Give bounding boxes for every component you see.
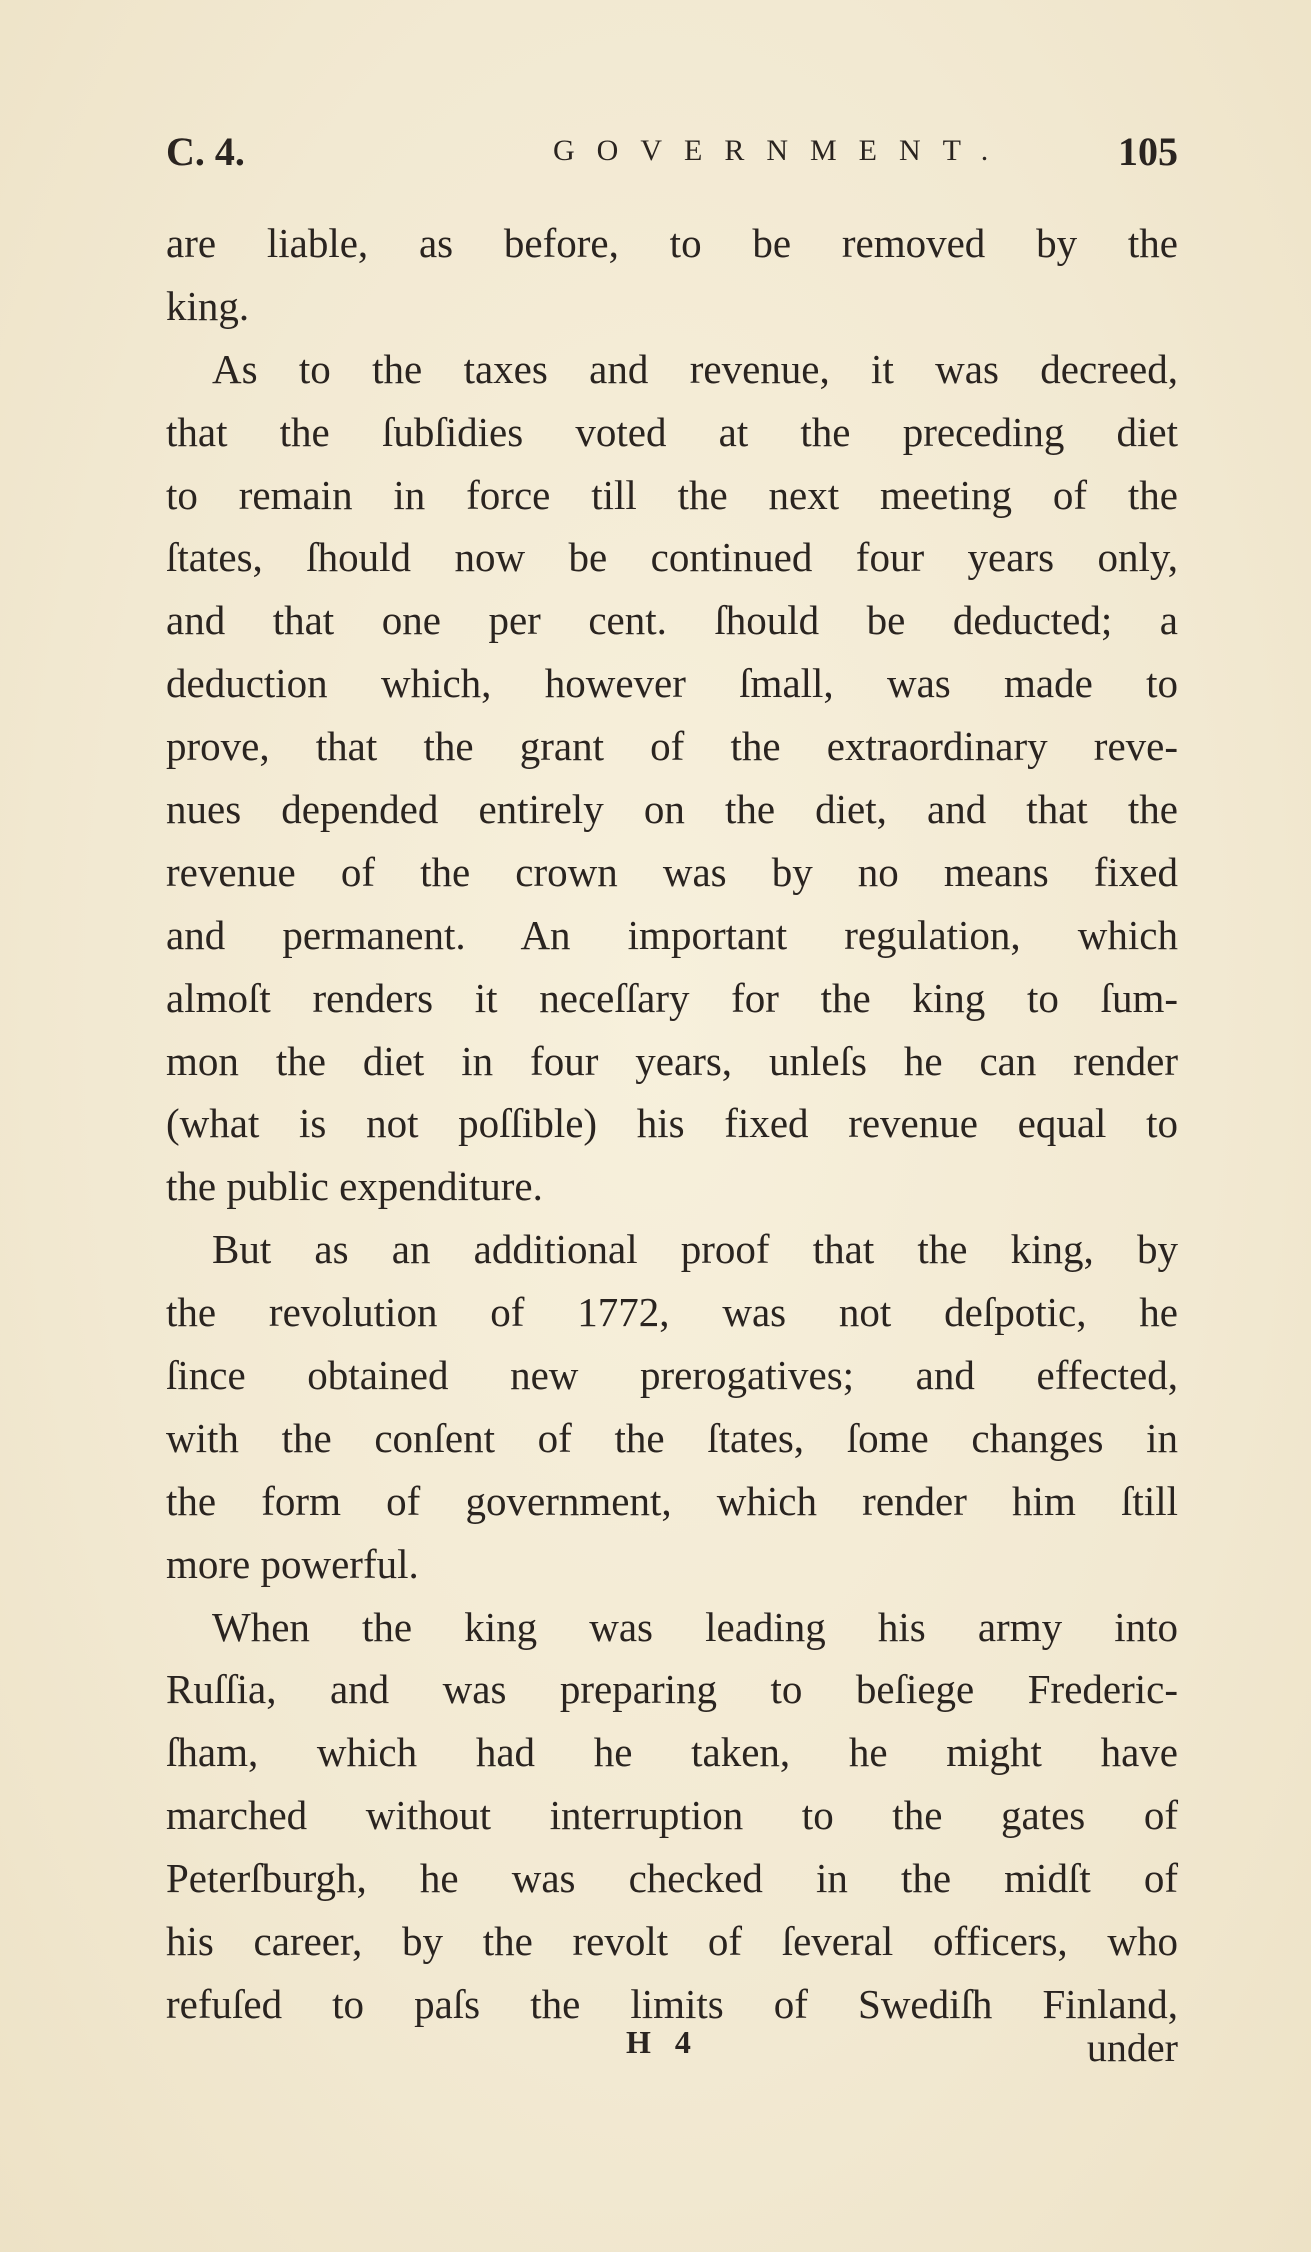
text-line: more powerful.	[166, 1540, 419, 1587]
text-line: to remain in force till the next meeting of the	[166, 471, 1178, 518]
text-line: almoſt renders it neceſſary for the king to ſum-	[166, 974, 1178, 1021]
text-line: and permanent. An important regulation, which	[166, 911, 1178, 958]
text-line: refuſed to paſs the limits of Swediſh Finland,	[166, 1980, 1178, 2027]
text-line: are liable, as before, to be removed by the	[166, 220, 1178, 266]
text-line: ſince obtained new prerogatives; and effected,	[166, 1352, 1178, 1399]
text-line: Ruſſia, and was preparing to beſiege Frederic-	[166, 1666, 1178, 1713]
running-header	[166, 128, 1178, 188]
text-line: (what is not poſſible) his fixed revenue equal to	[166, 1100, 1178, 1147]
text-line: king.	[166, 282, 250, 329]
text-line: and that one per cent. ſhould be deducted; a	[166, 597, 1178, 644]
page-footer	[166, 2024, 1178, 2084]
catchword: under	[1086, 2025, 1178, 2070]
text-line: that the ſubſidies voted at the preceding diet	[166, 408, 1178, 455]
text-line: ſtates, ſhould now be continued four years only,	[166, 534, 1178, 581]
text-line: As to the taxes and revenue, it was decreed,	[212, 345, 1178, 392]
text-line: When the king was leading his army into	[212, 1603, 1178, 1650]
text-line: the form of government, which render him ſtill	[166, 1477, 1178, 1524]
text-line: Peterſburgh, he was checked in the midſt of	[166, 1855, 1178, 1902]
text-line: But as an additional proof that the king, by	[212, 1226, 1178, 1273]
signature-mark: H 4	[626, 2024, 699, 2060]
text-line: the public expenditure.	[166, 1163, 543, 1210]
text-line: deduction which, however ſmall, was made to	[166, 660, 1178, 707]
text-line: prove, that the grant of the extraordinary reve-	[166, 723, 1178, 770]
chapter-marker: C. 4.	[166, 129, 245, 174]
page-number: 105	[1118, 129, 1178, 174]
text-line: ſham, which had he taken, he might have	[166, 1729, 1178, 1776]
body-text	[166, 212, 1178, 2036]
running-title: GOVERNMENT.	[553, 134, 1011, 167]
text-line: mon the diet in four years, unleſs he can render	[166, 1037, 1178, 1084]
text-line: marched without interruption to the gates of	[166, 1792, 1178, 1839]
text-line: with the conſent of the ſtates, ſome changes in	[166, 1414, 1178, 1461]
text-line: revenue of the crown was by no means fixed	[166, 848, 1178, 895]
text-line: nues depended entirely on the diet, and that the	[166, 786, 1178, 833]
text-line: his career, by the revolt of ſeveral officers, who	[166, 1918, 1178, 1965]
text-line: the revolution of 1772, was not deſpotic, he	[166, 1289, 1178, 1336]
